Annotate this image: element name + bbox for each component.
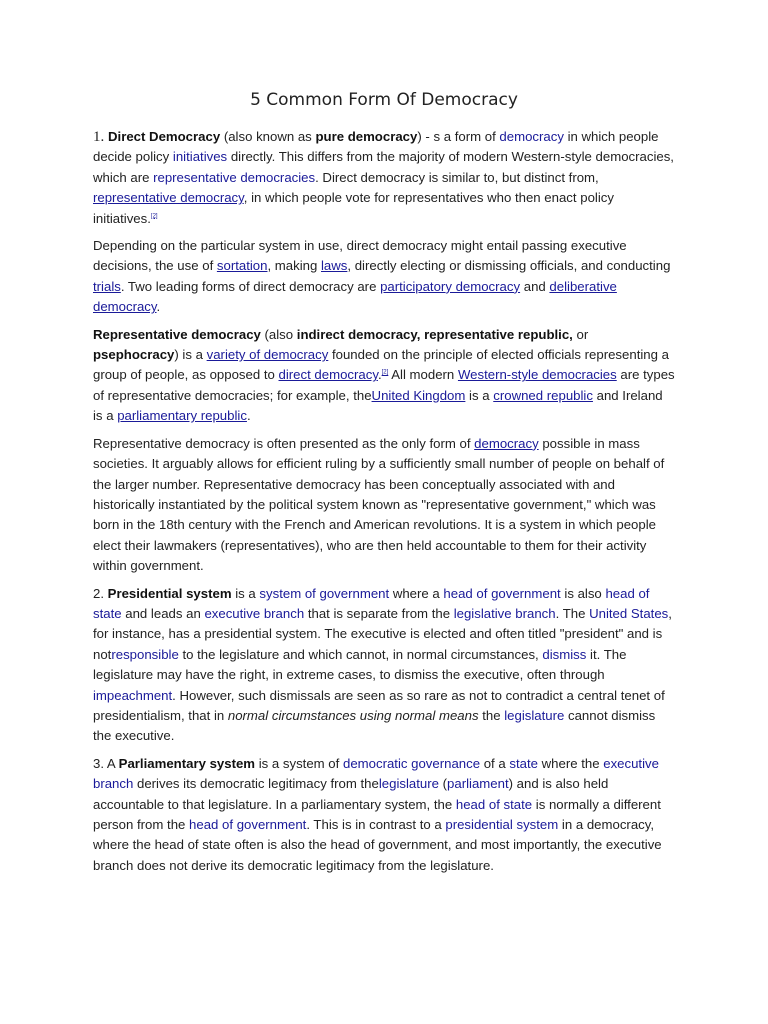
paragraph-parliamentary-system [93, 754, 675, 876]
paragraph-direct-democracy [93, 127, 675, 229]
inline-link[interactable]: sortation [216, 258, 268, 274]
text-run: of a [480, 755, 510, 771]
inline-link[interactable]: deliberative democracy [93, 278, 617, 315]
text-run: where the [537, 755, 604, 771]
inline-link[interactable]: democracy [474, 435, 539, 451]
text-run: . Direct democracy is similar to, but distinct from, [315, 169, 599, 185]
text-run: . [246, 408, 251, 424]
inline-link[interactable]: presidential system [445, 817, 559, 832]
paragraph-representative-democracy [93, 325, 675, 427]
inline-link[interactable]: Western-style democracies [457, 367, 617, 383]
inline-link[interactable]: state [509, 755, 538, 771]
text-run: , making [267, 258, 321, 274]
text-run: cannot dismiss the executive. [93, 707, 656, 744]
text-run: (also known as [220, 129, 316, 144]
text-run: and [520, 278, 550, 294]
paragraph-presidential-system [93, 584, 675, 747]
inline-link[interactable]: representative democracy [93, 190, 244, 206]
text-run: . [156, 299, 161, 315]
text-run: ) is a [174, 347, 207, 363]
text-run: ( [438, 776, 448, 792]
text-run: . This is in contrast to a [306, 817, 446, 832]
text-run: or [572, 326, 589, 342]
text-run: possible in mass societies. It arguably allows for efficient ruling by a sufficiently small number of people on behalf of the larger number. Representative democracy has been conceptually associated with and historically instantiated by the political system known as "representative government," which was born in the 18th century with the French and American revolutions. It is a system in which people elect their lawmakers (representatives), who are then held accountable to them for their activity within government. [93, 435, 665, 574]
text-run: and Ireland is a [93, 387, 663, 424]
italic-text: normal circumstances using normal means [227, 707, 479, 723]
inline-link[interactable]: legislature [504, 707, 565, 723]
citation-link[interactable]: [2] [381, 370, 389, 377]
inline-link[interactable]: executive branch [204, 605, 305, 621]
text-run: , in which people vote for representatives who then enact policy initiatives. [93, 190, 614, 226]
citation-link[interactable]: [2] [150, 213, 158, 220]
text-run: . The [555, 605, 590, 621]
text-run: the [478, 707, 505, 723]
inline-link[interactable]: responsible [111, 646, 179, 662]
text-run: Depending on the particular system in use, direct democracy might entail passing executive decisions, the use of [93, 238, 627, 274]
document-body [93, 127, 675, 876]
inline-link[interactable]: legislative branch [453, 605, 556, 621]
text-run: is a system of [255, 755, 343, 771]
list-number: 1. [93, 129, 108, 145]
inline-link[interactable]: parliamentary republic [117, 408, 247, 424]
text-run: founded on the principle of elected officials representing a group of people, as opposed to [93, 347, 669, 383]
inline-link[interactable]: head of government [443, 585, 561, 601]
inline-link[interactable]: direct democracy [278, 367, 378, 383]
text-run: in a democracy, where the head of state often is also the head of government, and most importantly, the executive branch does not derive its democratic legitimacy from the legislature. [93, 817, 662, 873]
text-run: are types of representative democracies; for example, the [93, 367, 675, 403]
bold-term: Parliamentary system [118, 755, 256, 771]
bold-term: Direct Democracy [108, 129, 221, 144]
text-run: . [377, 367, 382, 383]
text-run: , for instance, has a presidential system. The executive is elected and often titled "president" and is not [93, 605, 672, 662]
text-run: . However, such dismissals are seen as so rare as not to contradict a central tenet of presidentialism, that in [93, 687, 665, 723]
text-run: All modern [388, 367, 458, 383]
text-run: that is separate from the [304, 605, 454, 621]
inline-link[interactable]: democracy [499, 129, 564, 144]
text-run: Representative democracy is often presented as the only form of [93, 435, 475, 451]
inline-link[interactable]: head of government [189, 817, 307, 832]
text-run: , directly electing or dismissing officials, and conducting [347, 258, 671, 274]
text-run: where a [389, 585, 444, 601]
inline-link[interactable]: impeachment [93, 687, 173, 703]
text-run: (also [260, 326, 297, 342]
text-run: is normally a different person from the [93, 796, 661, 832]
text-run: in which people decide policy [93, 129, 659, 165]
text-run: ) and is also held accountable to that legislature. In a parliamentary system, the [93, 776, 609, 812]
bold-term: psephocracy [93, 347, 175, 363]
text-run: directly. This differs from the majority of modern Western-style democracies, which are [93, 149, 674, 185]
bold-term: pure democracy [315, 129, 418, 144]
inline-link[interactable]: legislature [378, 776, 439, 792]
text-run: it. The legislature may have the right, in extreme cases, to dismiss the executive, often through [93, 646, 627, 683]
text-run: to the legislature and which cannot, in normal circumstances, [178, 646, 543, 662]
text-run: is also [560, 585, 606, 601]
inline-link[interactable]: representative democracies [153, 169, 316, 185]
text-run: 3. A [93, 755, 119, 771]
inline-link[interactable]: United Kingdom [371, 387, 466, 403]
inline-link[interactable]: initiatives [172, 149, 228, 165]
inline-link[interactable]: head of state [455, 796, 533, 812]
inline-link[interactable]: system of government [259, 585, 390, 601]
inline-link[interactable]: variety of democracy [206, 347, 329, 363]
text-run: and leads an [121, 605, 205, 621]
inline-link[interactable]: democratic governance [342, 755, 481, 771]
inline-link[interactable]: dismiss [542, 646, 587, 662]
inline-link[interactable]: crowned republic [493, 387, 593, 403]
bold-term: indirect democracy, representative republic, [296, 326, 573, 342]
inline-link[interactable]: United States [589, 605, 669, 621]
inline-link[interactable]: head of state [93, 585, 650, 621]
bold-term: Presidential system [107, 585, 232, 601]
paragraph-representative-democracy-detail [93, 434, 675, 577]
inline-link[interactable]: trials [93, 278, 121, 294]
inline-link[interactable]: executive branch [93, 755, 659, 792]
text-run: derives its democratic legitimacy from the [133, 776, 379, 792]
text-run: is a [231, 585, 260, 601]
inline-link[interactable]: laws [321, 258, 348, 274]
paragraph-direct-democracy-forms [93, 236, 675, 318]
text-run: ) - s a form of [417, 129, 500, 144]
text-run: is a [465, 387, 494, 403]
text-run: . Two leading forms of direct democracy are [120, 278, 381, 294]
text-run: 2. [93, 585, 108, 601]
bold-term: Representative democracy [93, 326, 261, 342]
page-title: 5 Common Form Of Democracy [250, 90, 518, 110]
inline-link[interactable]: parliament [447, 776, 509, 792]
inline-link[interactable]: participatory democracy [380, 278, 521, 294]
